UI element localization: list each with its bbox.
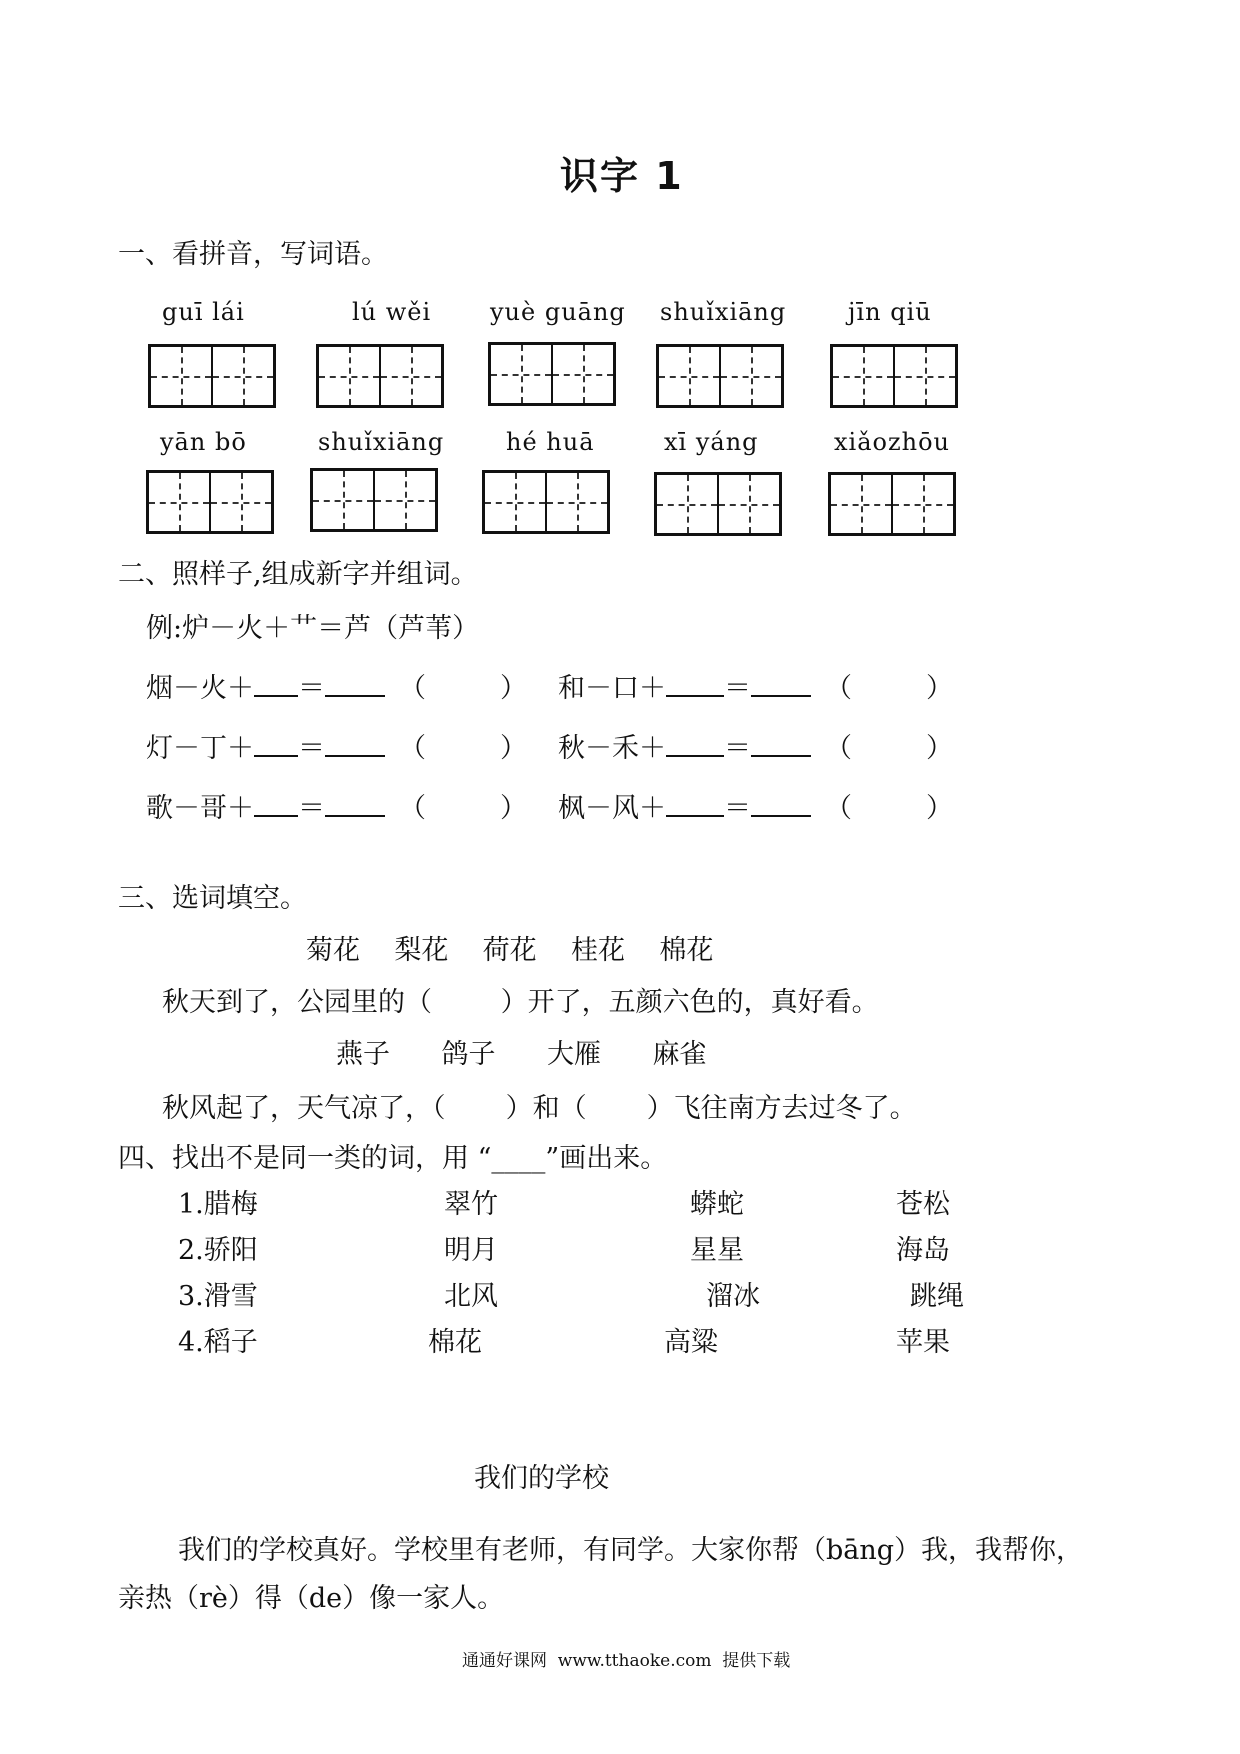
compose-row: 秋－禾＋ ＝ （ ）	[558, 733, 953, 764]
pinyin-label: shuǐxiāng	[318, 428, 445, 456]
word-item[interactable]: 明月	[444, 1235, 498, 1266]
pinyin-label: hé huā	[506, 428, 595, 456]
answer-blank[interactable]	[254, 675, 298, 697]
footer-credit: 通通好课网 www.tthaoke.com 提供下载	[462, 1651, 791, 1671]
writing-grid[interactable]	[148, 344, 276, 408]
pinyin-label: xiǎozhōu	[834, 428, 950, 456]
compose-row: 枫－风＋ ＝ （ ）	[558, 793, 953, 824]
word-item[interactable]: 翠竹	[444, 1189, 498, 1220]
answer-blank[interactable]	[254, 795, 298, 817]
writing-grid[interactable]	[310, 468, 438, 532]
writing-grid[interactable]	[656, 344, 784, 408]
word-bank: 燕子 鸽子 大雁 麻雀	[336, 1039, 707, 1070]
compose-row: 歌－哥＋ ＝ （ ）	[146, 793, 527, 824]
answer-blank[interactable]	[325, 735, 385, 757]
word-item[interactable]: 跳绳	[910, 1281, 964, 1312]
fill-sentence: 秋风起了，天气凉了，（ ）和（ ）飞往南方去过冬了。	[162, 1093, 917, 1124]
section1-heading: 一、看拼音，写词语。	[118, 239, 388, 270]
answer-blank[interactable]	[325, 795, 385, 817]
compose-row: 和－口＋ ＝ （ ）	[558, 673, 953, 704]
answer-blank[interactable]	[751, 795, 811, 817]
compose-row: 灯－丁＋ ＝ （ ）	[146, 733, 527, 764]
writing-grid[interactable]	[316, 344, 444, 408]
fill-sentence: 秋天到了，公园里的（ ）开了，五颜六色的，真好看。	[162, 987, 879, 1018]
word-item[interactable]: 苍松	[896, 1189, 950, 1220]
answer-blank[interactable]	[254, 735, 298, 757]
example-line: 例:炉－火＋艹＝芦（芦苇）	[146, 613, 480, 644]
writing-grid[interactable]	[654, 472, 782, 536]
pinyin-label: xī yáng	[664, 428, 759, 456]
reading-line: 我们的学校真好。学校里有老师，有同学。大家你帮（bāng）我，我帮你，	[178, 1535, 1084, 1566]
word-item[interactable]: 3.滑雪	[178, 1281, 258, 1312]
reading-line: 亲热（rè）得（de）像一家人。	[118, 1583, 505, 1614]
word-item[interactable]: 蟒蛇	[690, 1189, 744, 1220]
writing-grid[interactable]	[828, 472, 956, 536]
section3-heading: 三、选词填空。	[118, 883, 307, 914]
pinyin-label: shuǐxiāng	[660, 298, 787, 326]
writing-grid[interactable]	[482, 470, 610, 534]
answer-blank[interactable]	[666, 735, 724, 757]
writing-grid[interactable]	[146, 470, 274, 534]
compose-row: 烟－火＋ ＝ （ ）	[146, 673, 527, 704]
word-item[interactable]: 海岛	[896, 1235, 950, 1266]
pinyin-label: yuè guāng	[490, 298, 626, 326]
section4-heading: 四、找出不是同一类的词，用 “____”画出来。	[118, 1143, 668, 1174]
word-item[interactable]: 溜冰	[706, 1281, 760, 1312]
writing-grid[interactable]	[488, 342, 616, 406]
answer-blank[interactable]	[666, 795, 724, 817]
writing-grid[interactable]	[830, 344, 958, 408]
answer-blank[interactable]	[666, 675, 724, 697]
answer-blank[interactable]	[325, 675, 385, 697]
word-item[interactable]: 2.骄阳	[178, 1235, 258, 1266]
pinyin-label: lú wěi	[352, 298, 432, 326]
pinyin-label: guī lái	[162, 298, 245, 326]
pinyin-label: jīn qiū	[848, 298, 932, 326]
answer-blank[interactable]	[751, 675, 811, 697]
page-title: 识字 1	[560, 154, 684, 198]
reading-title: 我们的学校	[474, 1463, 609, 1494]
section2-heading: 二、照样子,组成新字并组词。	[118, 559, 478, 590]
word-item[interactable]: 棉花	[428, 1327, 482, 1358]
pinyin-label: yān bō	[160, 428, 247, 456]
word-item[interactable]: 北风	[444, 1281, 498, 1312]
word-bank: 菊花 梨花 荷花 桂花 棉花	[306, 935, 714, 966]
word-item[interactable]: 苹果	[896, 1327, 950, 1358]
word-item[interactable]: 1.腊梅	[178, 1189, 258, 1220]
answer-blank[interactable]	[751, 735, 811, 757]
word-item[interactable]: 高粱	[664, 1327, 718, 1358]
word-item[interactable]: 4.稻子	[178, 1327, 258, 1358]
word-item[interactable]: 星星	[690, 1235, 744, 1266]
